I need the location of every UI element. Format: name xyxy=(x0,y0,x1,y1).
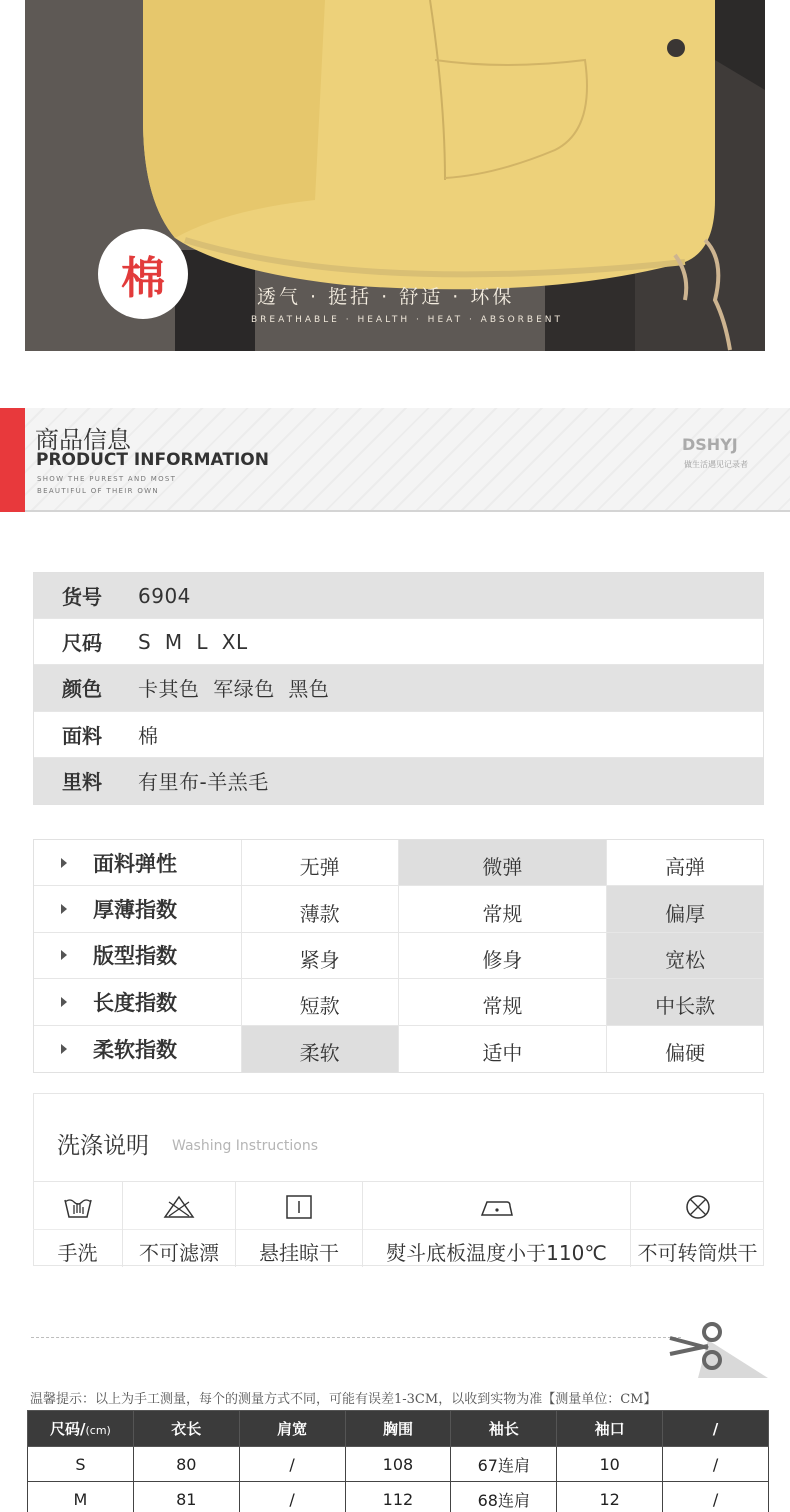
index-label: 版型指数 xyxy=(93,944,177,969)
size-cell: / xyxy=(239,1447,345,1482)
index-option: 宽松 xyxy=(607,933,763,978)
info-value: 卡其色 军绿色 黑色 xyxy=(138,677,330,702)
cotton-badge-label: 棉 xyxy=(121,253,165,304)
triangle-right-icon xyxy=(61,904,67,914)
size-cell: 108 xyxy=(345,1447,451,1482)
washing-item xyxy=(236,1182,363,1267)
iron-icon xyxy=(363,1194,630,1220)
index-option: 适中 xyxy=(399,1026,608,1072)
info-value: 6904 xyxy=(138,583,191,608)
washing-title-cn: 洗涤说明 xyxy=(57,1133,149,1159)
no-tumble-dry-icon xyxy=(631,1194,764,1220)
triangle-right-icon xyxy=(61,950,67,960)
washing-grid xyxy=(33,1181,764,1267)
washing-label: 不可滤漂 xyxy=(139,1241,219,1265)
index-label-cell xyxy=(34,840,242,885)
hang-dry-icon xyxy=(236,1194,362,1220)
washing-item xyxy=(33,1182,123,1267)
index-label: 厚薄指数 xyxy=(93,898,177,923)
measurement-tip: 温馨提示：以上为手工测量，每个的测量方式不同，可能有误差1-3CM，以收到实物为准【测量单位：CM】 xyxy=(30,1392,657,1407)
header-title-cn: 商品信息 xyxy=(35,426,131,454)
info-label: 尺码 xyxy=(62,631,102,656)
index-row-thickness xyxy=(34,886,763,932)
cotton-badge xyxy=(98,229,188,319)
product-index-table xyxy=(33,839,764,1073)
header-slogan-line2: BEAUTIFUL OF THEIR OWN xyxy=(37,487,159,495)
size-cell: 81 xyxy=(133,1482,239,1512)
index-option: 短款 xyxy=(242,979,399,1024)
scissors-icon xyxy=(668,1320,768,1378)
washing-item xyxy=(123,1182,236,1267)
size-header-cell: 袖长 xyxy=(451,1411,557,1447)
washing-item xyxy=(363,1182,631,1267)
info-value: 棉 xyxy=(138,723,159,748)
hand-wash-icon xyxy=(33,1194,122,1220)
size-table-header xyxy=(28,1411,769,1447)
table-row xyxy=(28,1447,769,1482)
info-value: S M L XL xyxy=(138,629,248,654)
size-cell: / xyxy=(663,1447,769,1482)
product-info-header xyxy=(0,408,790,512)
index-row-softness xyxy=(34,1026,763,1072)
index-row-length xyxy=(34,979,763,1025)
cut-line xyxy=(31,1337,681,1338)
size-header-cell: 胸围 xyxy=(345,1411,451,1447)
info-row-lining xyxy=(34,758,763,804)
index-option: 常规 xyxy=(399,886,608,931)
product-info-table xyxy=(33,572,764,805)
info-label: 里料 xyxy=(62,770,102,795)
index-option: 微弹 xyxy=(399,840,608,885)
hero-photo xyxy=(25,0,765,351)
triangle-right-icon xyxy=(61,858,67,868)
index-option: 高弹 xyxy=(665,855,706,880)
info-label: 货号 xyxy=(62,585,102,610)
size-cell: / xyxy=(663,1482,769,1512)
size-header-cell: 衣长 xyxy=(133,1411,239,1447)
hero-features-cn: 透气 · 挺括 · 舒适 · 环保 xyxy=(257,286,515,308)
washing-label: 不可转筒烘干 xyxy=(637,1241,758,1265)
info-row-item-no xyxy=(34,573,763,619)
index-label-cell xyxy=(34,1026,242,1072)
index-row-elasticity xyxy=(34,840,763,886)
brand-tagline: 做生活遇见记录者 xyxy=(684,460,748,469)
size-header-cell: / xyxy=(663,1411,769,1447)
size-cell: 12 xyxy=(557,1482,663,1512)
index-option: 偏厚 xyxy=(607,886,763,931)
table-row xyxy=(28,1482,769,1512)
info-row-color xyxy=(34,665,763,711)
index-label: 长度指数 xyxy=(93,990,177,1015)
size-cell: 67连肩 xyxy=(451,1447,557,1482)
washing-instructions xyxy=(33,1093,764,1266)
size-cell: S xyxy=(28,1447,134,1482)
index-row-fit xyxy=(34,933,763,979)
info-value: 有里布-羊羔毛 xyxy=(138,770,269,795)
info-row-fabric xyxy=(34,712,763,758)
index-option: 常规 xyxy=(399,979,608,1024)
index-label: 面料弹性 xyxy=(93,851,177,876)
info-label: 面料 xyxy=(62,723,102,748)
index-label-cell xyxy=(34,886,242,931)
washing-label: 悬挂晾干 xyxy=(259,1241,339,1265)
size-header-cell xyxy=(28,1411,134,1447)
index-option: 无弹 xyxy=(242,840,399,885)
washing-label: 手洗 xyxy=(57,1241,98,1265)
size-cell: 112 xyxy=(345,1482,451,1512)
size-cell: M xyxy=(28,1482,134,1512)
header-title-en: PRODUCT INFORMATION xyxy=(36,450,269,470)
info-row-size xyxy=(34,619,763,665)
header-accent-bar xyxy=(0,408,25,512)
size-header-unit: (cm) xyxy=(85,1424,111,1437)
hero-features-en: BREATHABLE · HEALTH · HEAT · ABSORBENT xyxy=(251,315,563,325)
size-table xyxy=(27,1410,769,1512)
washing-label: 熨斗底板温度小于110℃ xyxy=(386,1241,607,1265)
brand-logo: DSHYJ xyxy=(682,435,738,454)
size-cell: 68连肩 xyxy=(451,1482,557,1512)
size-cell: / xyxy=(239,1482,345,1512)
triangle-right-icon xyxy=(61,1044,67,1054)
index-label: 柔软指数 xyxy=(93,1037,177,1062)
no-bleach-icon xyxy=(123,1194,235,1220)
index-label-cell xyxy=(34,933,242,978)
index-option: 薄款 xyxy=(242,886,399,931)
size-cell: 80 xyxy=(133,1447,239,1482)
washing-item xyxy=(631,1182,764,1267)
index-option: 中长款 xyxy=(607,979,763,1024)
washing-title-en: Washing Instructions xyxy=(172,1138,319,1154)
index-option: 修身 xyxy=(399,933,608,978)
info-label: 颜色 xyxy=(62,677,102,702)
size-header-cell: 肩宽 xyxy=(239,1411,345,1447)
index-option: 柔软 xyxy=(242,1026,399,1072)
size-header-label: 尺码/ xyxy=(50,1420,86,1438)
header-slogan-line1: SHOW THE PUREST AND MOST xyxy=(37,475,177,483)
index-option: 偏硬 xyxy=(665,1041,706,1066)
size-cell: 10 xyxy=(557,1447,663,1482)
triangle-right-icon xyxy=(61,997,67,1007)
size-header-cell: 袖口 xyxy=(557,1411,663,1447)
index-option: 紧身 xyxy=(242,933,399,978)
index-label-cell xyxy=(34,979,242,1024)
